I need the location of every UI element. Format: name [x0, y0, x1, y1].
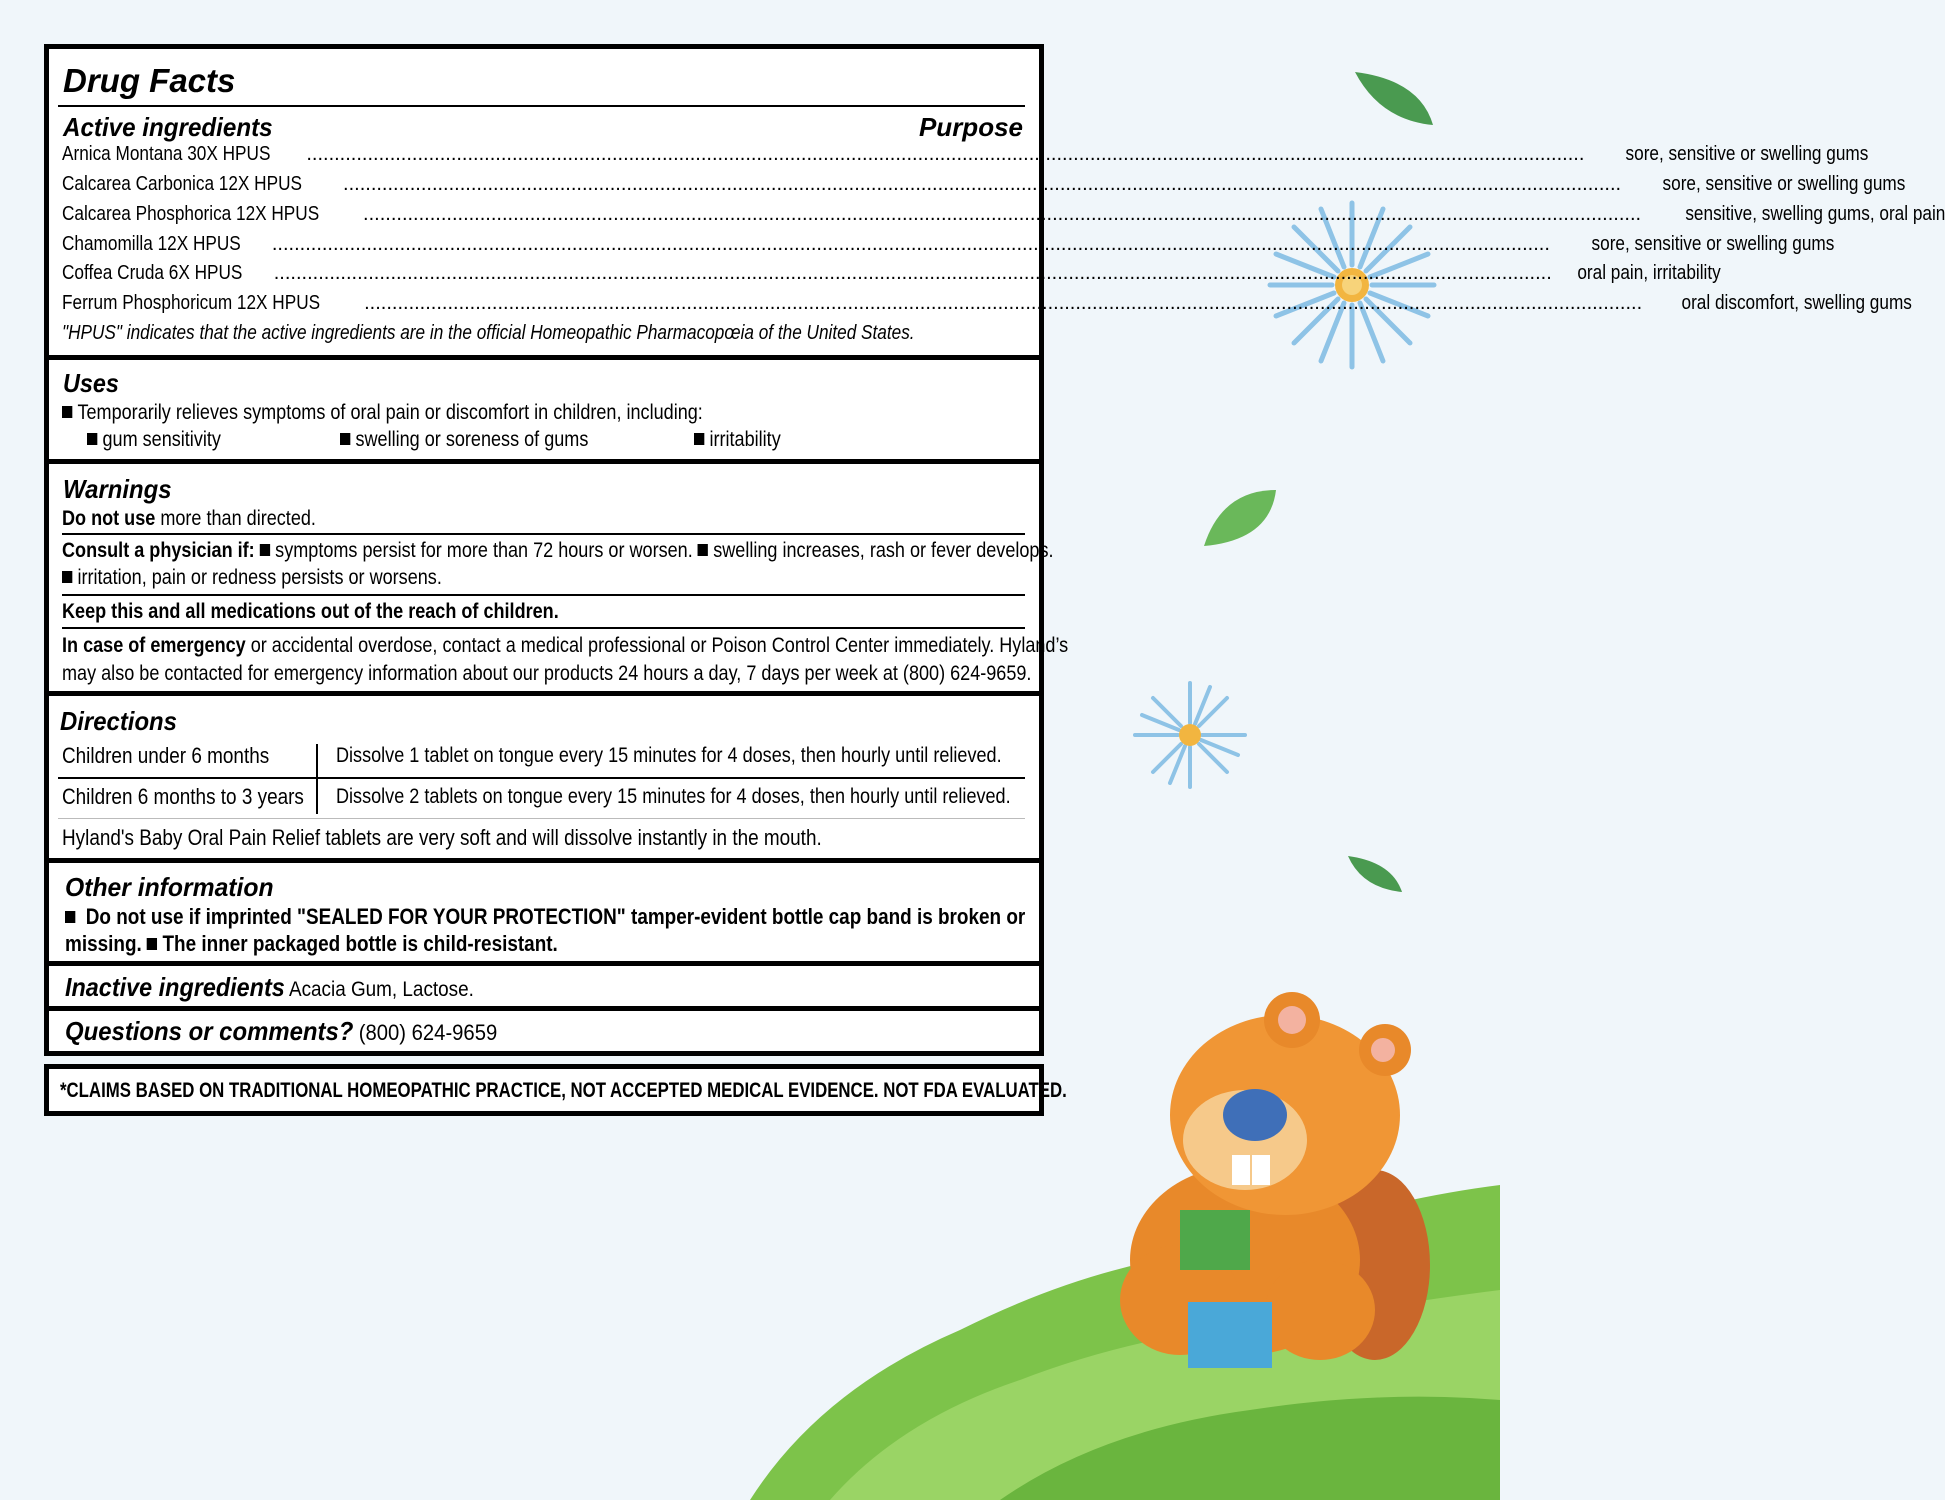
- other-information-heading: Other information: [65, 872, 274, 902]
- ingredient-name: Calcarea Carbonica 12X HPUS: [62, 173, 302, 195]
- hpus-note: "HPUS" indicates that the active ingredients are in the official Homeopathic Pharmacopœia of the United States.: [62, 322, 915, 344]
- direction-age: Children 6 months to 3 years: [62, 784, 304, 809]
- ingredient-row: Calcarea Phosphorica 12X HPUS ...................................................................................................................................................................................................................................... sensitive, swelling gums, oral pain: [62, 203, 1945, 225]
- uses-item: irritability: [694, 427, 1023, 453]
- leaf-icon: [1204, 490, 1276, 546]
- uses-item: gum sensitivity: [87, 427, 1023, 453]
- ingredient-row: Ferrum Phosphoricum 12X HPUS ...................................................................................................................................................................................................................................... oral discomfort, swelling gums: [62, 292, 1913, 314]
- ingredient-purpose: sore, sensitive or swelling gums: [1662, 173, 1906, 195]
- ingredient-purpose: sore, sensitive or swelling gums: [1625, 143, 1869, 165]
- do-not-use-line: Do not use more than directed.: [62, 507, 316, 530]
- active-ingredients-section: [49, 49, 1945, 355]
- questions-section: [49, 1011, 1039, 1051]
- purpose-heading: Purpose: [918, 112, 1023, 142]
- questions-line: Questions or comments? (800) 624-9659: [65, 1016, 498, 1046]
- ingredient-name: Arnica Montana 30X HPUS: [62, 143, 271, 165]
- ingredient-name: Chamomilla 12X HPUS: [62, 233, 241, 255]
- emergency-line: In case of emergency or accidental overdose, contact a medical professional or Poison Control Center immediately. Hyland’s: [62, 634, 1069, 657]
- active-ingredients-heading: Active ingredients: [63, 112, 273, 142]
- inactive-ingredients-line: Inactive ingredients Acacia Gum, Lactose.: [65, 972, 474, 1002]
- daisy-flower-icon: [1135, 683, 1245, 787]
- consult-line: irritation, pain or redness persists or worsens.: [62, 565, 1023, 591]
- uses-section: [49, 360, 1039, 459]
- directions-heading: Directions: [60, 706, 177, 736]
- keep-out-of-reach: Keep this and all medications out of the reach of children.: [62, 600, 559, 623]
- direction-dose: Dissolve 2 tablets on tongue every 15 minutes for 4 doses, then hourly until relieved.: [336, 785, 1011, 808]
- uses-heading: Uses: [63, 368, 119, 398]
- consult-line: Consult a physician if: symptoms persist for more than 72 hours or worsen. swelling increases, rash or fever develops.: [62, 539, 1054, 562]
- leaf-icon: [1348, 856, 1402, 892]
- drug-facts-title: Drug Facts: [63, 62, 236, 99]
- ingredient-purpose: oral pain, irritability: [1577, 262, 1721, 284]
- emergency-line: may also be contacted for emergency information about our products 24 hours a day, 7 days per week at (800) 624-9659.: [62, 662, 1032, 685]
- fda-disclaimer: *CLAIMS BASED ON TRADITIONAL HOMEOPATHIC PRACTICE, NOT ACCEPTED MEDICAL EVIDENCE. NOT FDA EVALUATED.: [44, 1064, 1044, 1116]
- warnings-section: [49, 464, 1069, 691]
- ingredient-row: Chamomilla 12X HPUS ...................................................................................................................................................................................................................................... sore, sensitive or swelling gums: [62, 233, 1835, 255]
- ingredient-purpose: sore, sensitive or swelling gums: [1591, 233, 1835, 255]
- inactive-ingredients-section: [49, 966, 1039, 1006]
- ingredient-name: Calcarea Phosphorica 12X HPUS: [62, 203, 320, 225]
- leaf-icon: [1355, 72, 1433, 125]
- beaver-toy-illustration: [1120, 992, 1430, 1368]
- uses-item: swelling or soreness of gums: [340, 427, 1023, 453]
- drug-facts-panel: [44, 44, 1945, 1056]
- warnings-heading: Warnings: [63, 474, 172, 504]
- other-information-line: Do not use if imprinted "SEALED FOR YOUR PROTECTION" tamper-evident bottle cap band is broken or: [65, 904, 1023, 930]
- ingredient-name: Coffea Cruda 6X HPUS: [62, 262, 243, 284]
- direction-dose: Dissolve 1 tablet on tongue every 15 minutes for 4 doses, then hourly until relieved.: [336, 744, 1002, 767]
- ingredient-purpose: oral discomfort, swelling gums: [1681, 292, 1913, 314]
- direction-age: Children under 6 months: [62, 743, 270, 768]
- directions-note: Hyland's Baby Oral Pain Relief tablets are very soft and will dissolve instantly in the mouth.: [62, 825, 822, 850]
- ingredient-row: Arnica Montana 30X HPUS ...................................................................................................................................................................................................................................... sore, sensitive or swelling gums: [62, 143, 1869, 165]
- ingredient-row: Calcarea Carbonica 12X HPUS ...................................................................................................................................................................................................................................... sore, sensitive or swelling gums: [62, 173, 1906, 195]
- directions-section: [49, 696, 1039, 858]
- other-information-section: [49, 863, 1039, 961]
- ingredient-row: Coffea Cruda 6X HPUS ...................................................................................................................................................................................................................................... oral pain, irritability: [62, 262, 1721, 284]
- uses-intro: Temporarily relieves symptoms of oral pain or discomfort in children, including:: [62, 400, 1023, 426]
- ingredient-purpose: sensitive, swelling gums, oral pain: [1685, 203, 1945, 225]
- ingredient-name: Ferrum Phosphoricum 12X HPUS: [62, 292, 321, 314]
- other-information-line: missing. The inner packaged bottle is child-resistant.: [65, 931, 558, 956]
